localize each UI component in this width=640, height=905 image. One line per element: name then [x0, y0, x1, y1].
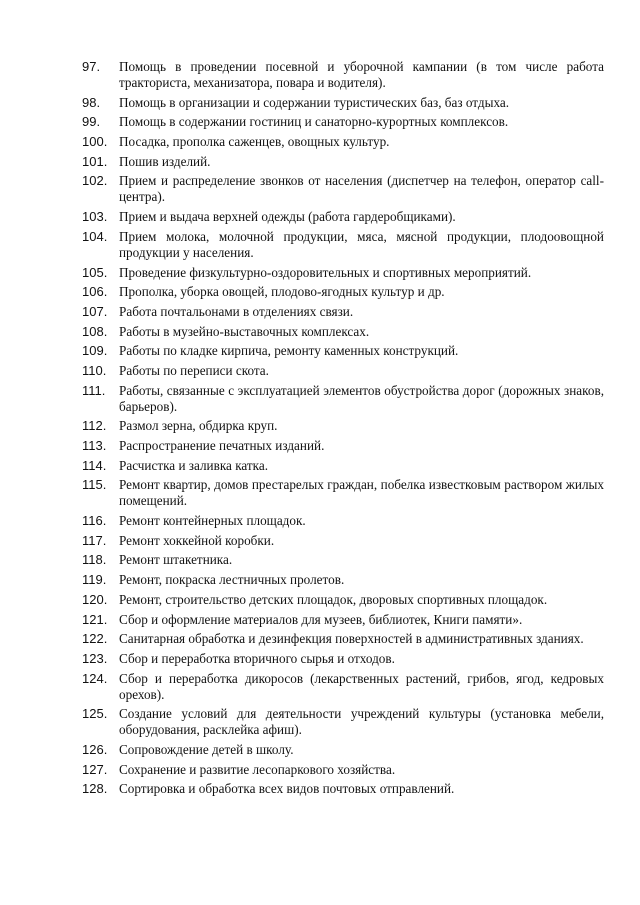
list-item-number: 109.: [82, 343, 108, 359]
list-item-number: 120.: [82, 591, 108, 607]
list-item-number: 121.: [82, 611, 108, 627]
list-item-number: 114.: [82, 457, 107, 473]
list-item: [82, 59, 604, 91]
list-item-number: 102.: [82, 173, 108, 189]
list-item: [82, 383, 604, 415]
list-item-number: 123.: [82, 650, 108, 666]
list-item-text: Создание условий для деятельности учреждений культуры (установка мебели, оборудования, расклейка афиш).: [119, 706, 604, 738]
list-item-text: Санитарная обработка и дезинфекция поверхностей в административных зданиях.: [119, 631, 584, 647]
list-item-number: 117.: [82, 532, 107, 548]
list-item-text: Работа почтальонами в отделениях связи.: [119, 303, 354, 319]
list-item: [82, 706, 604, 738]
list-item-text: Ремонт, строительство детских площадок, дворовых спортивных площадок.: [119, 591, 548, 607]
list-item-number: 116.: [82, 513, 107, 529]
list-item-number: 101.: [82, 153, 108, 169]
list-item-number: 115.: [82, 477, 107, 493]
list-item-text: Сортировка и обработка всех видов почтовых отправлений.: [119, 781, 455, 797]
list-item-number: 100.: [82, 134, 108, 150]
list-item-text: Сохранение и развитие лесопаркового хозяйства.: [119, 761, 396, 777]
list-item: [82, 781, 604, 797]
list-item-number: 125.: [82, 706, 108, 722]
list-item-text: Работы по кладке кирпича, ремонту каменных конструкций.: [119, 343, 459, 359]
list-item: [82, 154, 604, 170]
list-item: [82, 533, 604, 549]
list-item-text: Размол зерна, обдирка круп.: [119, 418, 278, 434]
list-item: [82, 324, 604, 340]
list-item-text: Ремонт контейнерных площадок.: [119, 513, 306, 529]
list-item-number: 104.: [82, 228, 108, 244]
list-item-number: 124.: [82, 670, 108, 686]
list-item-number: 97.: [82, 59, 101, 74]
list-item-text: Ремонт, покраска лестничных пролетов.: [119, 572, 345, 588]
list-item-number: 122.: [82, 631, 108, 647]
list-item-text: Ремонт квартир, домов престарелых граждан, побелка известковым раствором жилых помещений.: [119, 477, 604, 509]
list-item-number: 113.: [82, 438, 107, 453]
list-item-text: Сопровождение детей в школу.: [119, 741, 294, 757]
list-item-text: Сбор и переработка дикоросов (лекарственных растений, грибов, ягод, кедровых орехов).: [119, 670, 604, 702]
list-item: [82, 173, 604, 205]
list-item-number: 108.: [82, 323, 108, 339]
list-item: [82, 418, 604, 434]
list-item-text: Сбор и переработка вторичного сырья и отходов.: [119, 650, 395, 666]
list-item-number: 127.: [82, 761, 108, 777]
list-item: [82, 552, 604, 568]
list-item-text: Ремонт хоккейной коробки.: [119, 532, 275, 548]
list-item: [82, 95, 604, 111]
list-item: [82, 671, 604, 703]
list-item-number: 111.: [82, 382, 106, 398]
list-item-number: 107.: [82, 303, 108, 319]
list-item: [82, 572, 604, 588]
list-item-text: Помощь в организации и содержании туристических баз, баз отдыха.: [119, 94, 510, 110]
list-item-text: Прием и распределение звонков от населения (диспетчер на телефон, оператор call-центра).: [119, 173, 604, 205]
list-item-text: Сбор и оформление материалов для музеев, библиотек, Книги памяти».: [119, 611, 523, 627]
list-item: [82, 363, 604, 379]
list-item-text: Прием молока, молочной продукции, мяса, мясной продукции, плодоовощной продукции у населения.: [119, 228, 604, 260]
list-item: [82, 762, 604, 778]
list-item-text: Ремонт штакетника.: [119, 552, 233, 568]
list-item: [82, 284, 604, 300]
list-item: [82, 229, 604, 261]
list-item: [82, 265, 604, 281]
list-item: [82, 631, 604, 647]
list-item: [82, 651, 604, 667]
list-item: [82, 134, 604, 150]
list-item: [82, 343, 604, 359]
list-item-text: Пошив изделий.: [119, 153, 211, 169]
list-item-text: Работы, связанные с эксплуатацией элементов обустройства дорог (дорожных знаков, барьеров).: [119, 382, 604, 414]
list-item: [82, 304, 604, 320]
list-item-text: Распространение печатных изданий.: [119, 438, 325, 453]
list-item-number: 105.: [82, 264, 108, 280]
list-item: [82, 477, 604, 509]
list-item-text: Прием и выдача верхней одежды (работа гардеробщиками).: [119, 209, 456, 225]
list-item-number: 118.: [82, 552, 107, 568]
list-item-number: 126.: [82, 741, 108, 757]
list-item-number: 99.: [82, 114, 101, 130]
list-item-text: Прополка, уборка овощей, плодово-ягодных культур и др.: [119, 284, 445, 300]
numbered-list: [82, 59, 604, 801]
list-item-number: 103.: [82, 209, 108, 225]
list-item: [82, 209, 604, 225]
list-item-text: Помощь в содержании гостиниц и санаторно-курортных комплексов.: [119, 114, 509, 130]
list-item-number: 106.: [82, 284, 108, 300]
list-item: [82, 592, 604, 608]
list-item: [82, 513, 604, 529]
list-item: [82, 458, 604, 474]
list-item-text: Проведение физкультурно-оздоровительных и спортивных мероприятий.: [119, 264, 532, 280]
list-item-text: Посадка, прополка саженцев, овощных культур.: [119, 134, 390, 150]
list-item-text: Работы в музейно-выставочных комплексах.: [119, 323, 370, 339]
list-item: [82, 114, 604, 130]
list-item-text: Работы по переписи скота.: [119, 362, 269, 378]
list-item: [82, 438, 604, 454]
list-item-number: 128.: [82, 781, 108, 797]
list-item-text: Помощь в проведении посевной и уборочной кампании (в том числе работа тракториста, механизатора, повара и водителя).: [119, 59, 604, 90]
list-item: [82, 742, 604, 758]
list-item-text: Расчистка и заливка катка.: [119, 457, 269, 473]
list-item-number: 98.: [82, 94, 101, 110]
list-item-number: 119.: [82, 572, 107, 588]
list-item: [82, 612, 604, 628]
list-item-number: 110.: [82, 362, 107, 378]
list-item-number: 112.: [82, 418, 107, 434]
